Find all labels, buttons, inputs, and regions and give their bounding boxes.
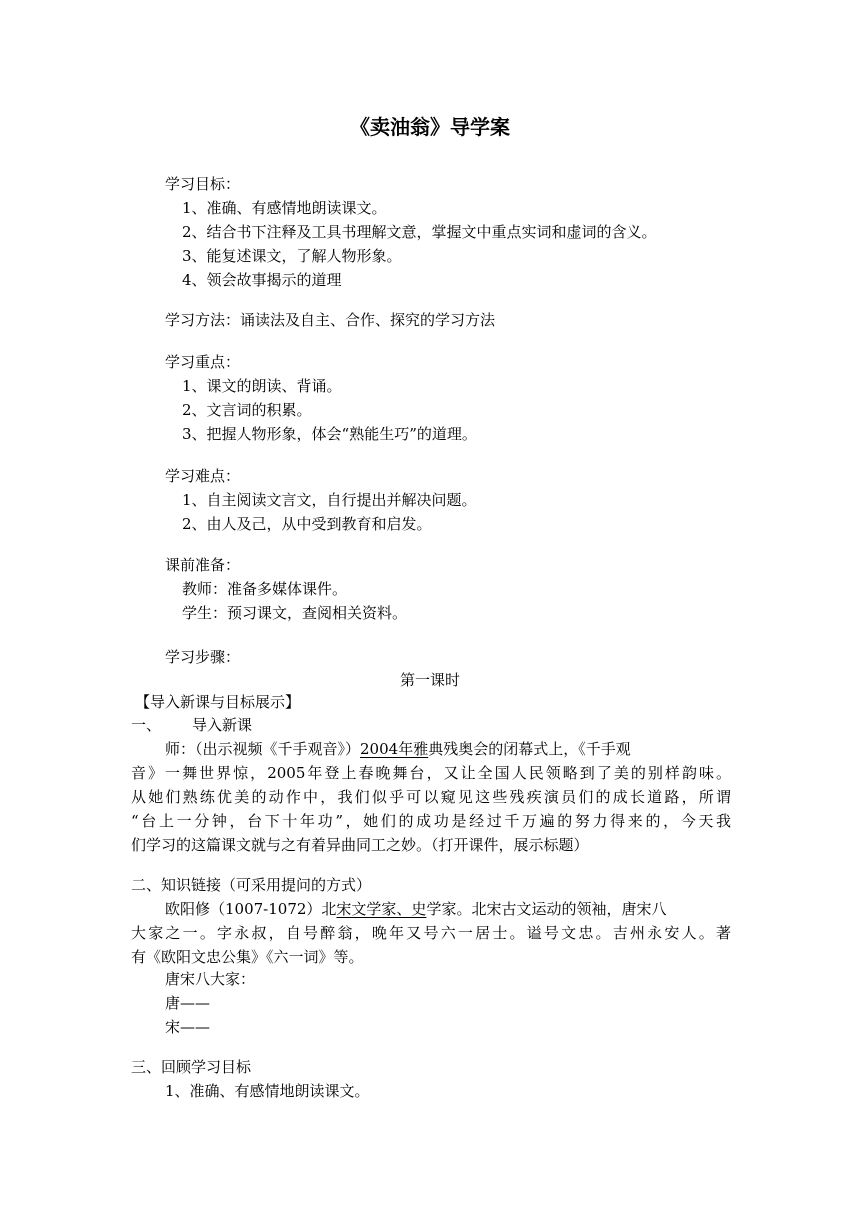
intro-bracket-heading: 【导入新课与目标展示】	[135, 693, 301, 711]
section2-line1-post: 学家。北宋古文运动的领袖，唐宋八	[426, 900, 667, 918]
section2-paragraph-line	[165, 897, 666, 921]
preparation-teacher: 教师：准备多媒体课件。	[182, 580, 348, 598]
song-blank: 宋——	[165, 1018, 211, 1036]
section1-paragraph-line: “台上一分钟，台下十年功”，她们的成功是经过千万遍的努力得来的，今天我	[131, 812, 731, 830]
section3-title: 三、回顾学习目标	[131, 1058, 252, 1076]
key-points-heading: 学习重点：	[165, 353, 241, 371]
difficulties-heading: 学习难点：	[165, 467, 241, 485]
section1-number: 一、	[131, 716, 162, 734]
objective-item: 1、准确、有感情地朗读课文。	[182, 199, 387, 217]
section2-paragraph-line: 大家之一。字永叔，自号醉翁，晚年又号六一居士。谥号文忠。吉州永安人。著	[131, 924, 731, 942]
study-method: 学习方法：诵读法及自主、合作、探究的学习方法	[165, 311, 496, 329]
lesson-label: 第一课时	[399, 671, 460, 689]
section1-paragraph-line: 们学习的这篇课文就与之有着异曲同工之妙。（打开课件，展示标题）	[131, 836, 589, 854]
key-point-item: 3、把握人物形象，体会“熟能生巧”的道理。	[182, 425, 477, 443]
section1-line1-underlined: 2004年雅	[360, 740, 429, 758]
key-point-item: 1、课文的朗读、背诵。	[182, 377, 342, 395]
section1-paragraph-line: 音》一舞世界惊，2005年登上春晚舞台，又让全国人民领略到了美的别样韵味。	[131, 764, 731, 782]
preparation-heading: 课前准备：	[165, 556, 241, 574]
objective-item: 3、能复述课文，了解人物形象。	[182, 247, 402, 265]
objectives-heading: 学习目标：	[165, 175, 241, 193]
section2-line1-pre: 欧阳修（1007-1072）北	[165, 900, 337, 918]
section1-paragraph-line: 从她们熟练优美的动作中，我们似乎可以窥见这些残疾演员们的成长道路，所谓	[131, 788, 731, 806]
section1-paragraph-line	[165, 737, 631, 761]
difficulty-item: 2、由人及己，从中受到教育和启发。	[182, 515, 432, 533]
section3-item: 1、准确、有感情地朗读课文。	[165, 1082, 370, 1100]
section1-title: 导入新课	[192, 716, 253, 734]
objective-item: 2、结合书下注释及工具书理解文意，掌握文中重点实词和虚词的含义。	[182, 223, 657, 241]
eight-masters-label: 唐宋八大家：	[165, 970, 256, 988]
objective-item: 4、领会故事揭示的道理	[182, 271, 342, 289]
section1-line1-post: 典残奥会的闭幕式上，《千手观	[428, 740, 631, 758]
section2-paragraph-line: 有《欧阳文忠公集》《六一词》等。	[131, 948, 364, 966]
tang-blank: 唐——	[165, 994, 211, 1012]
steps-heading: 学习步骤：	[165, 648, 241, 666]
section2-title: 二、知识链接（可采用提问的方式）	[131, 876, 372, 894]
difficulty-item: 1、自主阅读文言文，自行提出并解决问题。	[182, 491, 477, 509]
section1-line1-pre: 师：（出示视频《千手观音》）	[165, 740, 361, 758]
section2-line1-underlined: 宋文学家、史	[336, 900, 427, 918]
document-title: 《卖油翁》导学案	[350, 115, 510, 139]
key-point-item: 2、文言词的积累。	[182, 401, 312, 419]
preparation-student: 学生：预习课文，查阅相关资料。	[182, 604, 408, 622]
